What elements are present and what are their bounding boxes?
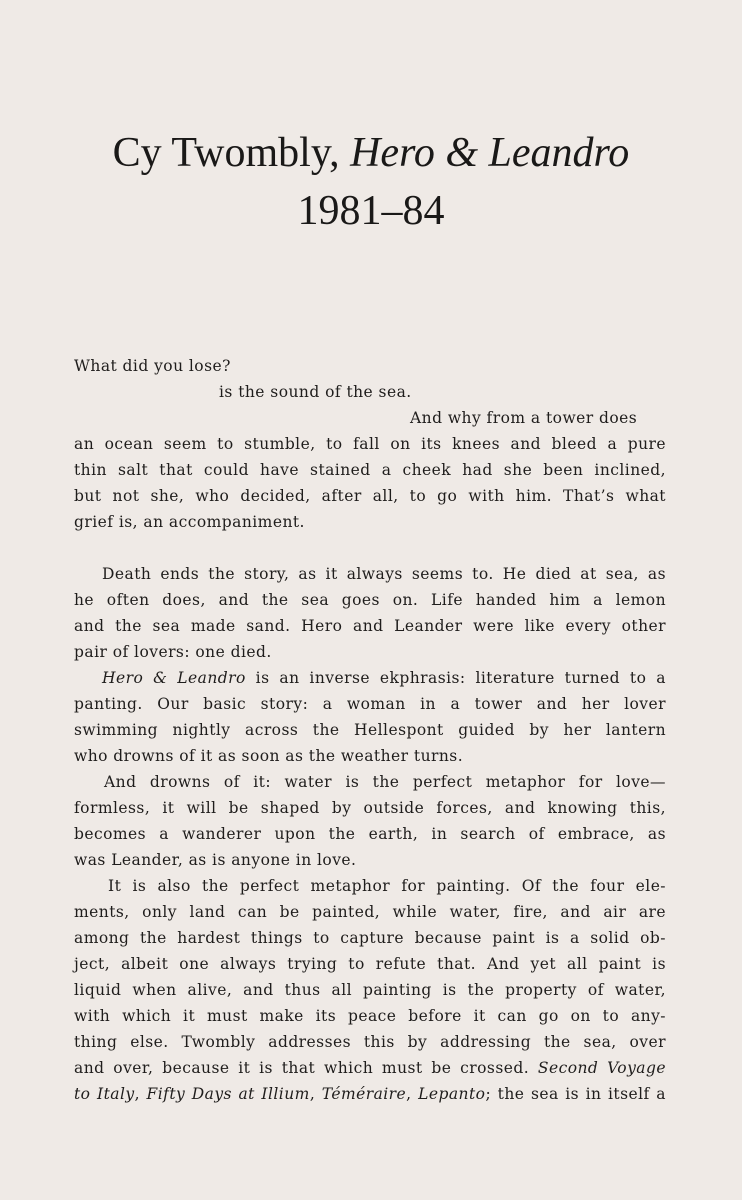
work-title: Téméraire bbox=[321, 1085, 407, 1103]
text-line: he often does, and the sea goes on. Life handed him a lemon bbox=[74, 591, 666, 609]
text-line: And why from a tower does bbox=[410, 409, 638, 427]
text-span: , bbox=[134, 1085, 147, 1103]
text-line: ject, albeit one always trying to refute that. And yet all paint is bbox=[74, 955, 666, 973]
text-line: panting. Our basic story: a woman in a tower and her lover bbox=[74, 695, 666, 713]
text-line: And drowns of it: water is the perfect metaphor for love— bbox=[104, 773, 666, 791]
chapter-title bbox=[0, 124, 742, 240]
text-line: swimming nightly across the Hellespont guided by her lantern bbox=[74, 721, 666, 739]
text-line: with which it must make its peace before it can go on to any- bbox=[74, 1007, 666, 1025]
body-text bbox=[74, 353, 666, 1107]
text-line: Death ends the story, as it always seems to. He died at sea, as bbox=[102, 565, 666, 583]
text-line: thing else. Twombly addresses this by addressing the sea, over bbox=[74, 1033, 666, 1051]
work-title: Lepanto bbox=[418, 1085, 486, 1103]
text-line: becomes a wanderer upon the earth, in search of embrace, as bbox=[74, 825, 666, 843]
text-line: is the sound of the sea. bbox=[219, 383, 412, 401]
text-line: pair of lovers: one died. bbox=[74, 643, 272, 661]
text-line: It is also the perfect metaphor for painting. Of the four ele- bbox=[108, 877, 666, 895]
text-span: , bbox=[309, 1085, 322, 1103]
text-line bbox=[74, 665, 666, 691]
text-line: liquid when alive, and thus all painting is the property of water, bbox=[74, 981, 666, 999]
title-years: 1981–84 bbox=[297, 188, 445, 234]
text-line: thin salt that could have stained a cheek had she been inclined, bbox=[74, 461, 666, 479]
text-line bbox=[74, 1055, 666, 1081]
work-title: Second Voyage bbox=[537, 1059, 666, 1077]
title-artist: Cy Twombly, bbox=[112, 130, 340, 176]
text-span: ; the sea is in itself a bbox=[485, 1085, 666, 1103]
text-line: ments, only land can be painted, while water, fire, and air are bbox=[74, 903, 666, 921]
text-line: formless, it will be shaped by outside forces, and knowing this, bbox=[74, 799, 666, 817]
text-line: and the sea made sand. Hero and Leander were like every other bbox=[74, 617, 666, 635]
title-line-1 bbox=[0, 124, 742, 182]
text-line: who drowns of it as soon as the weather turns. bbox=[74, 747, 464, 765]
work-title: Hero & Leandro bbox=[102, 669, 246, 687]
text-line: but not she, who decided, after all, to go with him. That’s what bbox=[74, 487, 666, 505]
title-work: Hero & Leandro bbox=[350, 130, 630, 176]
work-title: to Italy bbox=[74, 1085, 135, 1103]
text-line bbox=[74, 1081, 666, 1107]
text-span: is an inverse ekphrasis: literature turned to a bbox=[245, 669, 666, 687]
text-line: What did you lose? bbox=[74, 357, 231, 375]
text-line: an ocean seem to stumble, to fall on its knees and bleed a pure bbox=[74, 435, 666, 453]
text-span: and over, because it is that which must be crossed. bbox=[74, 1059, 538, 1077]
text-line: grief is, an accompaniment. bbox=[74, 513, 305, 531]
text-line: was Leander, as is anyone in love. bbox=[74, 851, 357, 869]
text-line: among the hardest things to capture because paint is a solid ob- bbox=[74, 929, 666, 947]
stanza-break bbox=[74, 535, 666, 561]
text-span: , bbox=[406, 1085, 419, 1103]
work-title: Fifty Days at Illium bbox=[146, 1085, 310, 1103]
